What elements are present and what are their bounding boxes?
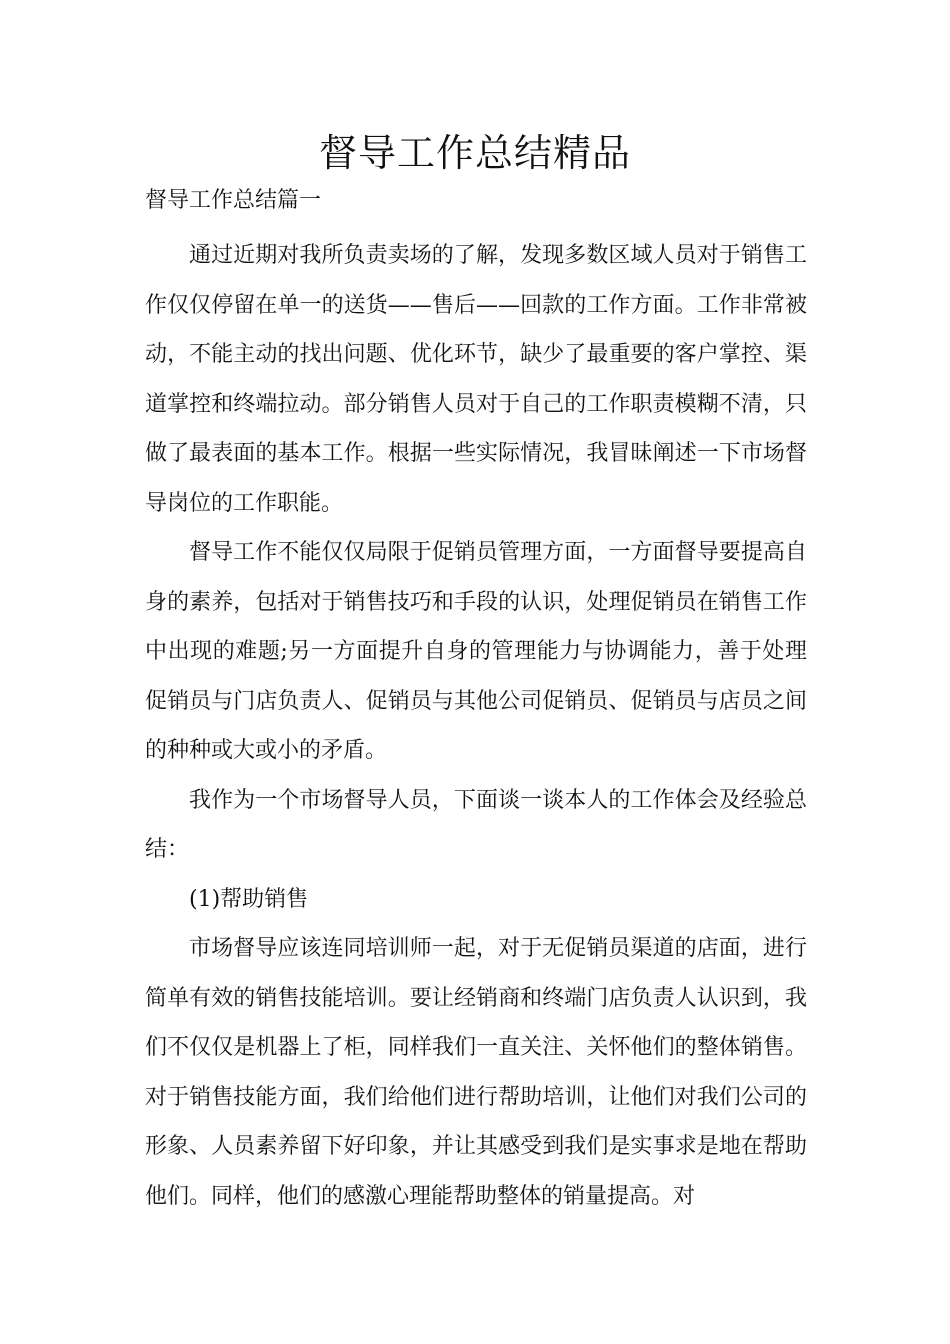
paragraph-help-sales: 市场督导应该连同培训师一起，对于无促销员渠道的店面，进行简单有效的销售技能培训。要让经销商和终端门店负责人认识到，我们不仅仅是机器上了柜，同样我们一直关注、关怀他们的整体销售。对于销售技能方面，我们给他们进行帮助培训，让他们对我们公司的形象、人员素养留下好印象，并让其感受到我们是实事求是地在帮助他们。同样，他们的感激心理能帮助整体的销量提高。对 [145,936,807,1209]
document-title: 督导工作总结精品 [318,131,631,175]
document-body [145,231,807,1221]
paragraph-duties: 督导工作不能仅仅局限于促销员管理方面，一方面督导要提高自身的素养，包括对于销售技巧和手段的认识，处理促销员在销售工作中出现的难题;另一方面提升自身的管理能力与协调能力，善于处理促销员与门店负责人、促销员与其他公司促销员、促销员与店员之间的种种或大或小的矛盾。 [145,540,807,763]
section-heading: 督导工作总结篇一 [145,188,322,213]
paragraph-subheading-help-sales: (1)帮助销售 [189,886,309,912]
paragraph-intro: 通过近期对我所负责卖场的了解，发现多数区域人员对于销售工作仅仅停留在单一的送货——售后——回款的工作方面。工作非常被动，不能主动的找出问题、优化环节，缺少了最重要的客户掌控、渠道掌控和终端拉动。部分销售人员对于自己的工作职责模糊不清，只做了最表面的基本工作。根据一些实际情况，我冒昧阐述一下市场督导岗位的工作职能。 [145,243,807,516]
paragraph-summary-lead: 我作为一个市场督导人员，下面谈一谈本人的工作体会及经验总结： [145,787,807,862]
